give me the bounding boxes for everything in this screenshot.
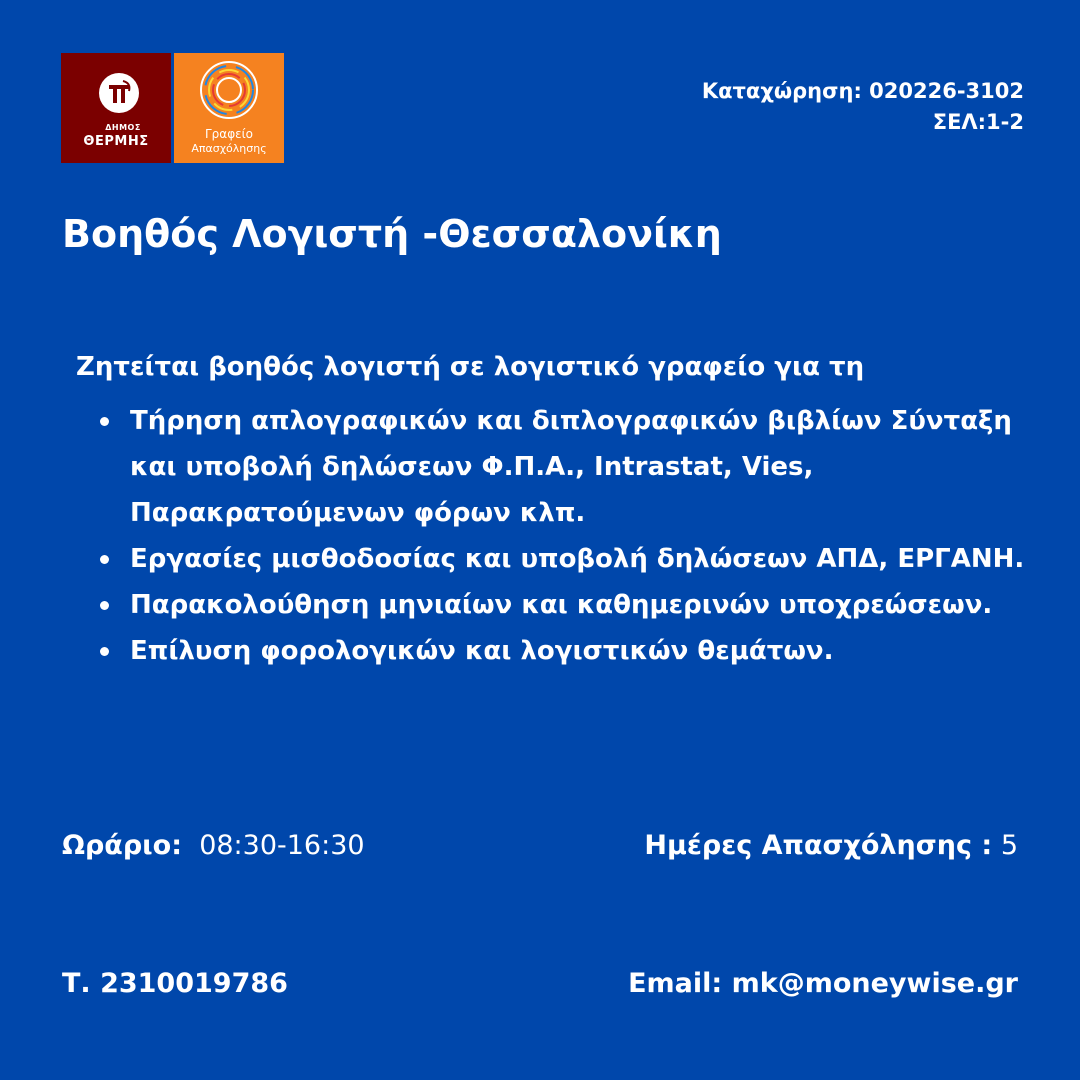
employment-office-label-line1: Γραφείο	[204, 127, 254, 141]
working-days	[644, 830, 1018, 861]
contact-email: Email: mk@moneywise.gr	[628, 968, 1018, 999]
bullet-icon	[100, 601, 109, 610]
duty-item	[62, 628, 1042, 674]
registration-page: ΣΕΛ:1-2	[932, 110, 1024, 134]
working-hours-label: Ωράριο:	[62, 830, 183, 861]
duty-text: Παρακολούθηση μηνιαίων και καθημερινών υποχρεώσεων.	[130, 590, 993, 620]
municipality-logo	[61, 53, 171, 163]
working-days-value: 5	[1000, 830, 1018, 861]
registration-info	[702, 76, 1024, 138]
job-intro: Ζητείται βοηθός λογιστή σε λογιστικό γραφείο για τη	[76, 352, 865, 382]
municipality-label-small: ΔΗΜΟΣ	[105, 123, 141, 132]
registration-number: Καταχώρηση: 020226-3102	[701, 79, 1024, 103]
employment-office-label-line2: Απασχόλησης	[191, 142, 267, 155]
municipality-emblem-icon	[97, 71, 141, 115]
duty-item	[62, 398, 1042, 536]
duty-text: Επίλυση φορολογικών και λογιστικών θεμάτων.	[130, 636, 834, 666]
working-days-label: Ημέρες Απασχόλησης :	[644, 830, 993, 861]
duty-item	[62, 582, 1042, 628]
contact-phone: Τ. 2310019786	[62, 968, 288, 999]
working-hours	[62, 830, 365, 861]
bullet-icon	[100, 555, 109, 564]
employment-office-logo	[174, 53, 284, 163]
duty-text: Εργασίες μισθοδοσίας και υποβολή δηλώσεων ΑΠΔ, ΕΡΓΑΝΗ.	[130, 544, 1025, 574]
job-title: Βοηθός Λογιστή -Θεσσαλονίκη	[62, 212, 722, 256]
working-hours-value: 08:30-16:30	[199, 830, 365, 861]
bullet-icon	[100, 417, 109, 426]
duty-text: Τήρηση απλογραφικών και διπλογραφικών βιβλίων Σύνταξη και υποβολή δηλώσεων Φ.Π.Α., Intrastat, Vies, Παρακρατούμενων φόρων κλπ.	[130, 406, 1012, 528]
municipality-label-big: ΘΕΡΜΗΣ	[83, 134, 149, 149]
employment-office-ring-icon	[198, 59, 260, 121]
duty-item	[62, 536, 1042, 582]
bullet-icon	[100, 647, 109, 656]
duties-list	[62, 398, 1042, 674]
